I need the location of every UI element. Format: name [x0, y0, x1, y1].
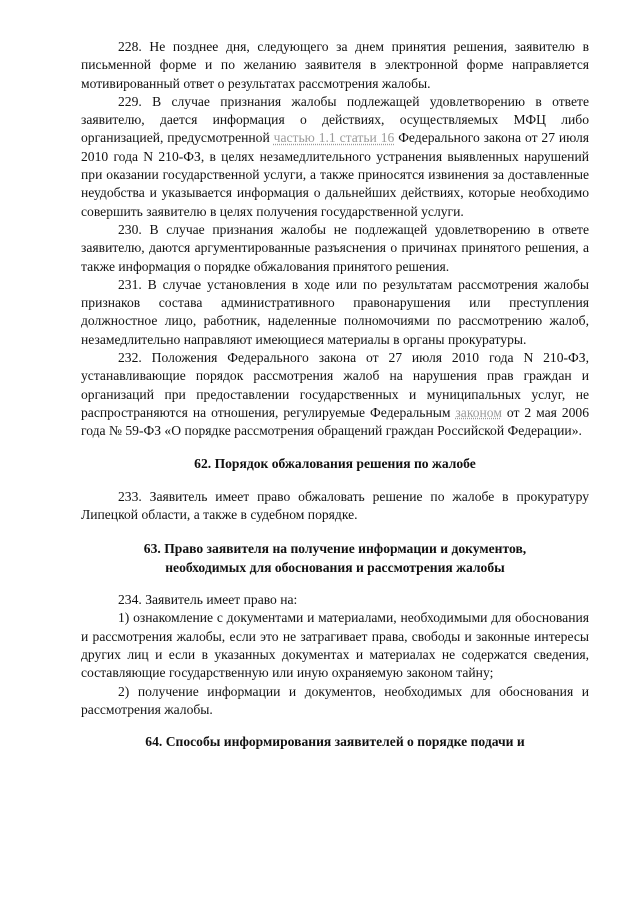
paragraph-230: 230. В случае признания жалобы не подлежащей удовлетворению в ответе заявителю, даются аргументированные разъяснения о причинах принятого решения, а также информация о порядке обжалования принятого решения.	[81, 221, 589, 274]
law-reference-link-part-1-1-article-16[interactable]: частью 1.1 статьи 16	[273, 130, 395, 146]
paragraph-228: 228. Не позднее дня, следующего за днем принятия решения, заявителю в письменной форме и по желанию заявителя в электронной форме направляется мотивированный ответ о результатах рассмотрения жалобы.	[81, 39, 589, 91]
paragraph-232-text-a: 232. Положения Федерального закона от 27 июля 2010 года N 210-ФЗ, устанавливающие порядок рассмотрения жалоб на нарушения прав граждан и организаций при предоставлении государственных и муниципальных услуг, не распространяются на отношения, регулируемые Федеральным	[81, 350, 589, 420]
paragraph-229-text-b: Федерального закона от 27 июля 2010 года N 210-ФЗ, в целях незамедлительного устранения выявленных нарушений при оказании государственной услуги, а также приносятся извинения за доставленные неудобства и указывается информация о дальнейших действиях, которые необходимо совершить заявителю в целях получения государственной услуги.	[81, 130, 590, 219]
section-heading-62: 62. Порядок обжалования решения по жалобе	[194, 455, 476, 471]
section-heading-64: 64. Способы информирования заявителей о порядке подачи и	[145, 734, 525, 750]
paragraph-232-text-b: от 2 мая 2006 года № 59-ФЗ «О порядке рассмотрения обращений граждан Российской Федерации».	[81, 404, 590, 439]
paragraph-229	[81, 93, 589, 221]
paragraph-234-item-2: 2) получение информации и документов, необходимых для обоснования и рассмотрения жалобы.	[81, 683, 589, 717]
paragraph-229-text-a: 229. В случае признания жалобы подлежащей удовлетворению в ответе заявителю, дается информация о действиях, осуществляемых МФЦ либо организацией, предусмотренной	[81, 93, 589, 146]
paragraph-233: 233. Заявитель имеет право обжаловать решение по жалобе в прокуратуру Липецкой области, а также в судебном порядке.	[81, 488, 589, 523]
section-heading-63-line-2: необходимых для обоснования и рассмотрения жалобы	[165, 559, 505, 575]
paragraph-234-item-1: 1) ознакомление с документами и материалами, необходимыми для обоснования и рассмотрения жалобы, если это не затрагивает права, свободы и законные интересы других лиц и если в указанных документах и материалах не содержатся сведения, составляющие государственную или иную охраняемую законом тайну;	[81, 610, 589, 681]
document-page	[81, 38, 589, 751]
paragraph-231: 231. В случае установления в ходе или по результатам рассмотрения жалобы признаков состава административного правонарушения или преступления должностное лицо, работник, наделенные полномочиями по рассмотрению жалоб, незамедлительно направляют имеющиеся материалы в органы прокуратуры.	[81, 276, 589, 347]
section-heading-63-line-1: 63. Право заявителя на получение информации и документов,	[143, 541, 527, 557]
paragraph-234: 234. Заявитель имеет право на:	[118, 592, 298, 608]
paragraph-232	[81, 349, 589, 440]
law-reference-link-zakon[interactable]: законом	[455, 404, 502, 420]
section-heading-63	[81, 540, 589, 577]
